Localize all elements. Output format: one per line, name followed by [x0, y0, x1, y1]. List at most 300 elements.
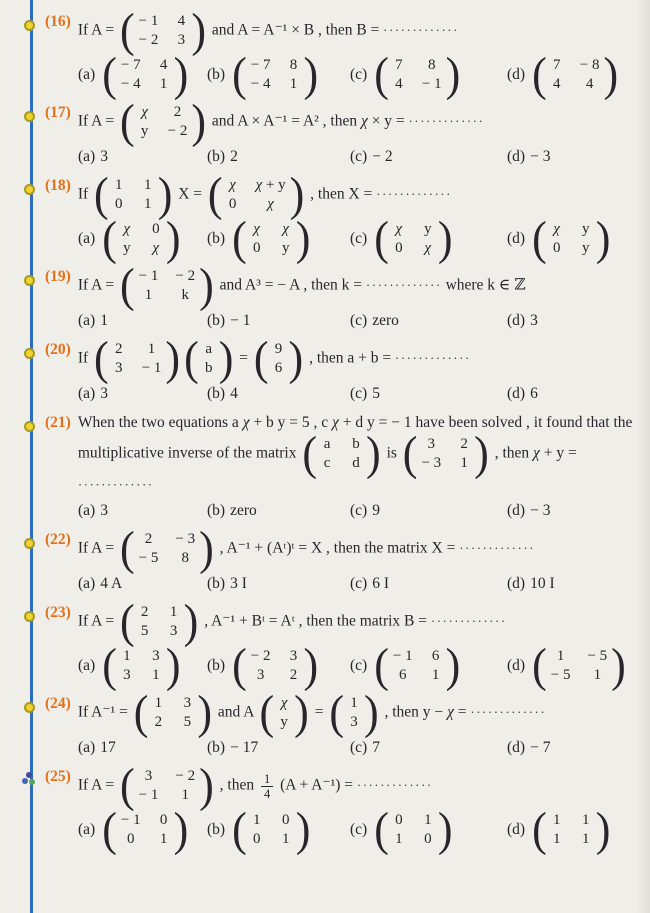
bullet-marker [24, 421, 35, 432]
matrix-cell: 1 [144, 287, 153, 303]
matrix-grid [547, 646, 611, 686]
question-body [77, 95, 640, 148]
answer-blank-dots: ············· [459, 540, 535, 556]
option [350, 573, 507, 595]
matrix-cell: 9 [274, 341, 283, 357]
option [350, 212, 507, 265]
matrix-cell: b [352, 436, 360, 452]
left-paren: ( [102, 639, 117, 692]
body-text: 4 A [100, 575, 123, 592]
matrix [120, 3, 207, 57]
option-label: (a) [78, 385, 96, 402]
matrix-cell: 0 [552, 240, 561, 256]
left-paren: ( [232, 48, 247, 101]
body-text: and A³ = − A , then k = [215, 276, 366, 294]
body-text: , A⁻¹ + (Aᵗ)ᵗ = X , then the matrix X = [215, 539, 460, 557]
question-number: (21) [45, 414, 71, 431]
matrix-cell: − 1 [392, 648, 413, 664]
matrix-cell: 2 [154, 714, 163, 730]
matrix-cell: 3 [169, 623, 178, 639]
option [207, 573, 350, 595]
question [45, 95, 640, 168]
matrix-grid [135, 102, 192, 142]
right-paren: ) [445, 48, 461, 101]
body-text: 3 [530, 312, 538, 329]
body-text: If A = [77, 612, 119, 630]
matrix-cell: 0 [152, 221, 160, 237]
matrix-grid [269, 339, 289, 379]
matrix-cell: y [140, 123, 149, 139]
left-paren: ( [120, 259, 135, 312]
matrix-cell: 6 [431, 648, 440, 664]
body-text: − 2 [372, 148, 393, 165]
matrix-cell: 6 [274, 360, 283, 376]
option-label: (d) [507, 821, 526, 838]
matrix-cell: χ [152, 240, 160, 256]
answer-blank-dots: ············· [430, 613, 507, 629]
matrix-cell: − 2 [167, 123, 188, 139]
left-paren: ( [232, 212, 247, 265]
matrix-cell: 8 [289, 57, 298, 73]
option [207, 146, 350, 168]
option [507, 737, 640, 759]
options-row [45, 146, 640, 168]
matrix-cell: 1 [154, 695, 163, 711]
option [507, 639, 640, 692]
right-paren: ) [199, 759, 214, 812]
option [350, 803, 507, 856]
matrix [94, 168, 173, 221]
matrix-grid [547, 219, 596, 259]
left-paren: ( [374, 803, 389, 856]
question-number: (20) [45, 341, 71, 358]
option-label: (c) [350, 148, 368, 165]
matrix-cell: − 8 [579, 57, 600, 73]
right-paren: ) [303, 639, 319, 692]
body-text: , then X = [306, 185, 377, 203]
matrix-cell: 3 [350, 714, 358, 730]
matrix-grid [117, 219, 166, 259]
question [45, 412, 640, 522]
option-label: (c) [350, 821, 368, 838]
matrix-grid [547, 55, 604, 95]
matrix-cell: 1 [581, 812, 590, 828]
matrix-cell: 4 [395, 76, 403, 92]
matrix-cell: − 3 [175, 531, 196, 547]
right-paren: ) [199, 259, 214, 312]
matrix-cell: 6 [398, 667, 407, 683]
matrix [532, 48, 619, 101]
option-label: (d) [507, 66, 526, 83]
matrix-cell: χ [229, 177, 236, 193]
matrix-grid [547, 810, 596, 850]
matrix-cell: 1 [552, 831, 561, 847]
fraction-numerator: 1 [263, 771, 271, 786]
option [78, 310, 207, 332]
option [507, 803, 640, 856]
matrix-grid [117, 810, 174, 850]
left-paren: ( [94, 332, 109, 385]
body-text: , then χ + y = [490, 444, 581, 462]
body-text: 6 [530, 385, 538, 402]
matrix-cell: 3 [144, 768, 153, 784]
option [78, 573, 207, 595]
right-paren: ) [197, 686, 212, 739]
question [45, 686, 640, 759]
matrix [120, 259, 214, 312]
matrix-cell: − 5 [550, 667, 571, 683]
option [78, 737, 207, 759]
option-label: (a) [78, 821, 96, 838]
option-label: (b) [207, 821, 226, 838]
bullet-marker [24, 702, 35, 713]
matrix-cell: χ [282, 221, 290, 237]
option [507, 146, 640, 168]
body-text: 9 [372, 502, 380, 519]
option-label: (b) [207, 148, 226, 165]
matrix-grid [389, 219, 438, 259]
option-label: (d) [507, 739, 526, 756]
matrix-grid [389, 55, 446, 95]
matrix-cell: χ [267, 196, 274, 212]
matrix [120, 759, 214, 812]
body-text: is [382, 444, 401, 462]
option-label: (b) [207, 385, 226, 402]
matrix-cell: 1 [123, 648, 131, 664]
matrix-cell: − 5 [138, 550, 159, 566]
answer-blank-dots: ············· [383, 22, 459, 38]
matrix-cell: − 1 [421, 76, 442, 92]
question [45, 332, 640, 405]
left-paren: ( [374, 48, 389, 101]
option [207, 48, 350, 101]
left-paren: ( [532, 48, 547, 101]
matrix-grid [135, 766, 199, 806]
option [78, 639, 207, 692]
left-paren: ( [374, 639, 389, 692]
matrix [120, 522, 214, 575]
matrix [184, 332, 234, 385]
matrix [120, 595, 199, 648]
matrix [102, 212, 181, 265]
matrix-cell: − 1 [120, 812, 141, 828]
bullet-cluster-marker [21, 772, 37, 788]
matrix-cell: 5 [140, 623, 149, 639]
right-paren: ) [595, 212, 611, 265]
option-label: (a) [78, 66, 96, 83]
fraction-denominator: 4 [261, 786, 273, 801]
left-paren: ( [329, 686, 344, 739]
matrix-grid [109, 339, 166, 379]
option-label: (c) [350, 230, 368, 247]
right-paren: ) [363, 686, 379, 739]
question-line [45, 522, 640, 575]
option [350, 500, 507, 522]
matrix-cell: 1 [147, 341, 156, 357]
matrix-cell: 1 [552, 812, 561, 828]
body-text: where k ∈ ℤ [441, 276, 526, 294]
body-text: zero [230, 502, 257, 519]
matrix [94, 332, 181, 385]
body-text: zero [372, 312, 399, 329]
matrix-cell: y [280, 714, 288, 730]
left-paren: ( [133, 686, 149, 739]
matrix-cell: b [204, 360, 213, 376]
question-number: (23) [45, 604, 71, 621]
option-label: (b) [207, 657, 226, 674]
left-paren: ( [120, 595, 135, 648]
body-text: , then y − χ = [380, 703, 471, 721]
matrix-cell: 1 [460, 455, 468, 471]
option [350, 639, 507, 692]
matrix-cell: χ [123, 221, 131, 237]
matrix [329, 686, 379, 739]
bullet-marker [24, 538, 35, 549]
matrix-cell: 0 [126, 831, 135, 847]
matrix-cell: 1 [169, 604, 178, 620]
matrix-cell: − 2 [250, 648, 271, 664]
right-paren: ) [218, 332, 234, 385]
option-label: (b) [207, 66, 226, 83]
matrix-cell: − 4 [120, 76, 141, 92]
left-paren: ( [207, 168, 223, 221]
left-paren: ( [102, 212, 117, 265]
matrix-grid [417, 434, 474, 474]
body-text: − 3 [530, 148, 551, 165]
matrix-cell: − 4 [250, 76, 271, 92]
body-text: 7 [372, 739, 380, 756]
bullet-dot [29, 779, 35, 785]
matrix-grid [148, 693, 197, 733]
matrix [532, 803, 611, 856]
body-text: − 17 [230, 739, 259, 756]
matrix [120, 95, 207, 148]
matrix [232, 639, 319, 692]
option [207, 737, 350, 759]
body-text: , then [215, 776, 258, 794]
matrix [374, 212, 453, 265]
option [207, 639, 350, 692]
matrix-cell: χ [553, 221, 561, 237]
matrix [102, 48, 189, 101]
option [507, 383, 640, 405]
right-paren: ) [165, 332, 181, 385]
question-body [77, 522, 640, 575]
answer-blank-dots: ············· [376, 186, 452, 202]
matrix-cell: 4 [159, 57, 168, 73]
matrix-cell: a [323, 436, 331, 452]
option-label: (c) [350, 575, 368, 592]
matrix-cell: y [424, 221, 432, 237]
body-text: − 1 [230, 312, 251, 329]
options-row [45, 383, 640, 405]
question-line [45, 3, 640, 57]
matrix-cell: 4 [177, 13, 186, 29]
matrix-cell: d [352, 455, 360, 471]
body-text: 3 [100, 385, 108, 402]
matrix [402, 427, 489, 480]
body-text: 6 I [372, 575, 389, 592]
matrix-grid [135, 266, 199, 306]
question-number: (16) [45, 13, 71, 30]
matrix-grid [117, 55, 174, 95]
body-text: 17 [100, 739, 116, 756]
body-text: If A = [77, 112, 119, 130]
matrix [374, 48, 461, 101]
matrix-cell: 8 [181, 550, 189, 566]
options-row [45, 212, 640, 265]
body-text: If A = [77, 21, 119, 39]
option [207, 310, 350, 332]
option-label: (d) [507, 575, 526, 592]
option [78, 146, 207, 168]
question-number: (24) [45, 695, 71, 712]
matrix-cell: χ [395, 221, 403, 237]
right-paren: ) [437, 803, 453, 856]
matrix-cell: − 1 [138, 268, 159, 284]
question-line [45, 412, 640, 496]
right-paren: ) [445, 639, 461, 692]
matrix-grid [117, 646, 166, 686]
matrix-cell: 2 [140, 604, 149, 620]
option-label: (d) [507, 657, 526, 674]
matrix-cell: y [123, 240, 131, 256]
option [78, 500, 207, 522]
matrix-cell: 3 [114, 360, 123, 376]
body-text: , A⁻¹ + Bᵗ = Aᵗ , then the matrix B = [200, 612, 431, 630]
answer-blank-dots: ············· [356, 777, 433, 793]
bullet-marker [24, 275, 35, 286]
matrix-cell: 2 [289, 667, 298, 683]
options-row [45, 48, 640, 101]
matrix [207, 168, 305, 221]
left-paren: ( [120, 95, 135, 148]
left-paren: ( [374, 212, 389, 265]
matrix-grid [109, 175, 158, 215]
right-paren: ) [191, 95, 207, 148]
question-number: (18) [45, 177, 71, 194]
question-number: (25) [45, 768, 71, 785]
option-label: (a) [78, 148, 96, 165]
body-text: and A [214, 703, 258, 721]
matrix-cell: 2 [460, 436, 468, 452]
left-paren: ( [253, 332, 269, 385]
option-label: (c) [350, 385, 368, 402]
option-label: (a) [78, 230, 96, 247]
matrix-cell: 2 [173, 104, 182, 120]
matrix-cell: 1 [424, 812, 432, 828]
matrix [232, 48, 319, 101]
matrix-cell: 5 [183, 714, 192, 730]
matrix-cell: 1 [152, 667, 160, 683]
bullet-marker [24, 184, 35, 195]
option [507, 48, 640, 101]
body-text: 3 I [230, 575, 247, 592]
question [45, 522, 640, 595]
left-paren: ( [302, 427, 318, 480]
right-paren: ) [157, 168, 173, 221]
matrix-cell: y [281, 240, 290, 256]
matrix-cell: c [323, 455, 331, 471]
matrix-cell: − 3 [421, 455, 442, 471]
right-paren: ) [173, 48, 189, 101]
matrix [259, 686, 309, 739]
question [45, 759, 640, 856]
matrix-cell: 1 [350, 695, 358, 711]
matrix-cell: χ + y [255, 177, 286, 193]
option-label: (a) [78, 575, 96, 592]
body-text: 1 [100, 312, 108, 329]
left-paren: ( [232, 639, 247, 692]
matrix-grid [317, 434, 366, 474]
right-paren: ) [191, 3, 207, 57]
left-paren: ( [120, 759, 135, 812]
right-paren: ) [366, 427, 381, 480]
matrix-grid [389, 810, 438, 850]
matrix-cell: 1 [143, 177, 152, 193]
option [207, 212, 350, 265]
left-paren: ( [259, 686, 275, 739]
left-paren: ( [102, 803, 117, 856]
option [350, 48, 507, 101]
left-paren: ( [94, 168, 109, 221]
answer-blank-dots: ············· [470, 704, 547, 720]
matrix-cell: 3 [152, 648, 160, 664]
body-text: 4 [230, 385, 238, 402]
left-paren: ( [532, 212, 547, 265]
body-text: − 7 [530, 739, 551, 756]
left-paren: ( [532, 639, 547, 692]
question-body [77, 686, 640, 739]
body-text: = [235, 349, 252, 367]
matrix-cell: − 7 [120, 57, 141, 73]
body-text: When the two equations a χ + b y = 5 , c χ + d y = − 1 have been solved , it found that the multiplicative inverse of the matrix [77, 414, 637, 462]
question-number: (17) [45, 104, 71, 121]
body-text: 3 [100, 502, 108, 519]
options-row [45, 737, 640, 759]
matrix-cell: − 1 [138, 787, 159, 803]
bullet-marker [24, 348, 35, 359]
matrix-grid [389, 646, 446, 686]
left-paren: ( [120, 3, 135, 57]
option [78, 48, 207, 101]
matrix-grid [247, 219, 296, 259]
matrix [133, 686, 212, 739]
body-text: (A + A⁻¹) = [276, 776, 357, 794]
matrix-cell: 1 [431, 667, 440, 683]
question-number: (22) [45, 531, 71, 548]
matrix-cell: χ [253, 221, 261, 237]
matrix-cell: 0 [228, 196, 237, 212]
right-paren: ) [294, 686, 309, 739]
body-text: 3 [100, 148, 108, 165]
left-paren: ( [120, 522, 135, 575]
matrix-cell: − 1 [141, 360, 162, 376]
matrix-cell: 3 [256, 667, 265, 683]
question-line [45, 759, 640, 812]
matrix-cell: 0 [281, 812, 290, 828]
question-body [77, 3, 640, 57]
right-paren: ) [595, 803, 611, 856]
matrix-grid [344, 693, 364, 733]
matrix-cell: a [205, 341, 213, 357]
options-row [45, 573, 640, 595]
option-label: (c) [350, 739, 368, 756]
matrix-cell: − 5 [587, 648, 608, 664]
matrix-grid [247, 55, 304, 95]
question-line [45, 95, 640, 148]
question-body [77, 595, 640, 648]
